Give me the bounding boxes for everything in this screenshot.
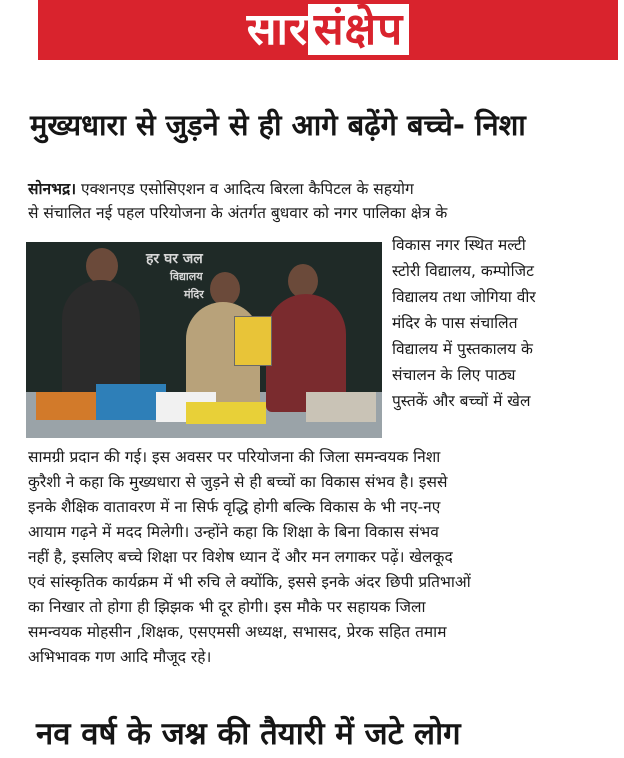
next-article-headline: नव वर्ष के जश्न की तैयारी में जटे लोग: [36, 716, 461, 752]
article-lead-line-1: [28, 178, 606, 201]
person-1-head: [86, 248, 118, 284]
side-line-7: पुस्तकें और बच्चों में खेल: [392, 392, 531, 410]
dateline: सोनभद्र।: [28, 180, 77, 198]
side-line-1: विकास नगर स्थित मल्टी: [392, 236, 526, 254]
side-line-3: विद्यालय तथा जोगिया वीर: [392, 288, 536, 306]
section-banner: [38, 0, 618, 60]
person-2-head: [210, 272, 240, 306]
section-title: [38, 4, 618, 56]
body-line-8: समन्वयक मोहसीन ,शिक्षक, एसएमसी अध्यक्ष, सभासद, प्रेरक सहित तमाम: [28, 623, 447, 641]
section-title-part2: संक्षेप: [308, 4, 409, 55]
side-line-5: विद्यालय में पुस्तकालय के: [392, 340, 533, 358]
body-line-7: का निखार तो होगा ही झिझक भी दूर होगी। इस मौके पर सहायक जिला: [28, 598, 426, 616]
lead-line-1-text: एक्शनएड एसोसिएशन व आदित्य बिरला कैपिटल के सहयोग: [76, 180, 414, 198]
body-line-2: कुरैशी ने कहा कि मुख्यधारा से जुड़ने से ही बच्चों का विकास संभव है। इससे: [28, 473, 448, 491]
book-pile-5: [306, 392, 376, 422]
body-line-4: आयाम गढ़ने में मदद मिलेगी। उन्होंने कहा कि शिक्षा के बिना विकास संभव: [28, 523, 439, 541]
article-lead-line-2: से संचालित नई पहल परियोजना के अंतर्गत बुधवार को नगर पालिका क्षेत्र के: [28, 204, 448, 222]
body-line-9: अभिभावक गण आदि मौजूद रहे।: [28, 648, 212, 666]
side-line-2: स्टोरी विद्यालय, कम्पोजिट: [392, 262, 534, 280]
body-line-5: नहीं है, इसलिए बच्चे शिक्षा पर विशेष ध्यान दें और मन लगाकर पढ़ें। खेलकूद: [28, 548, 453, 566]
book-pile-4: [186, 402, 266, 424]
board-line-2: विद्यालय: [170, 270, 203, 283]
article-headline: मुख्यधारा से जुड़ने से ही आगे बढ़ेंगे बच्चे- निशा: [30, 108, 526, 142]
board-line-3: मंदिर: [184, 288, 204, 301]
article-photo: [26, 242, 382, 438]
person-1: [62, 280, 140, 400]
book-held: [234, 316, 272, 366]
side-line-6: संचालन के लिए पाठ्य: [392, 366, 516, 384]
side-line-4: मंदिर के पास संचालित: [392, 314, 518, 332]
board-line-1: हर घर जल: [146, 251, 203, 267]
section-title-part1: सार: [246, 4, 308, 55]
body-line-3: इनके शैक्षिक वातावरण में ना सिर्फ वृद्धि होगी बल्कि विकास के भी नए-नए: [28, 498, 441, 516]
person-3-head: [288, 264, 318, 298]
body-line-1: सामग्री प्रदान की गई। इस अवसर पर परियोजना की जिला समन्वयक निशा: [28, 448, 441, 466]
body-line-6: एवं सांस्कृतिक कार्यक्रम में भी रुचि ले क्योंकि, इससे इनके अंदर छिपी प्रतिभाओं: [28, 573, 471, 591]
